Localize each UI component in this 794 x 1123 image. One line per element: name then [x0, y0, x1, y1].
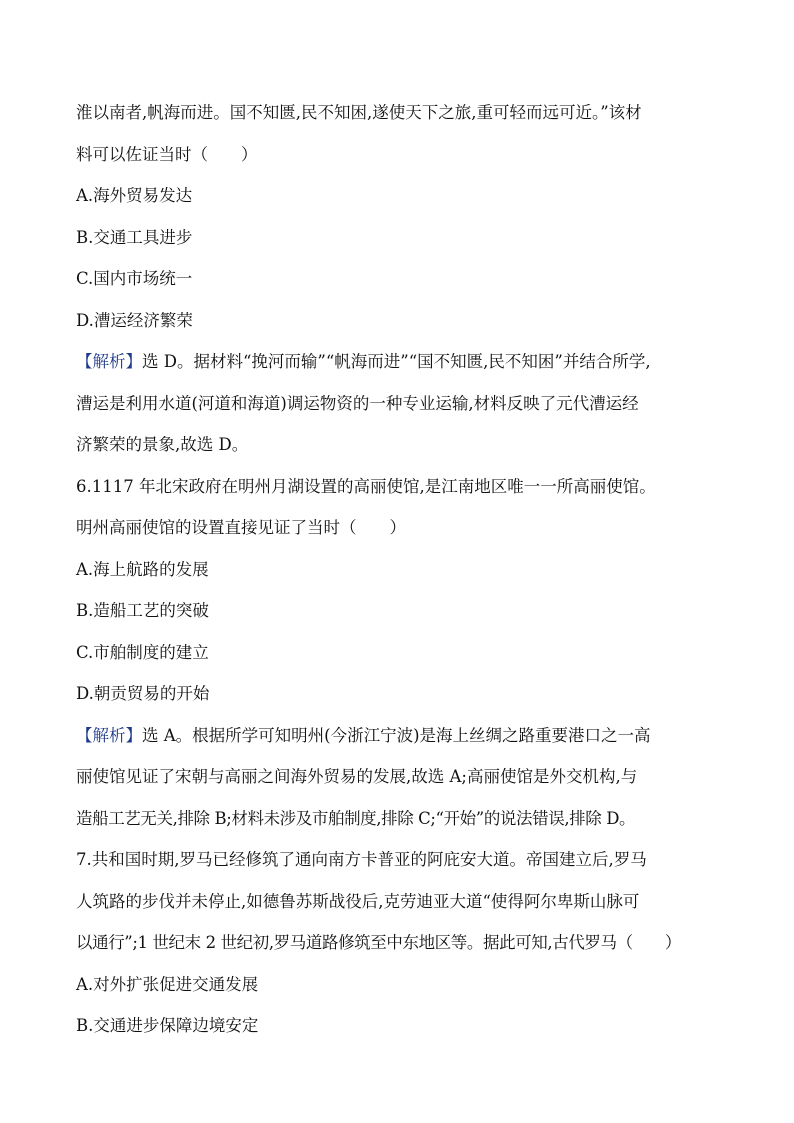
- question-5-stem-line-2: 料可以佐证当时（ ）: [76, 144, 258, 164]
- question-7-option-a: A.对外扩张促进交通发展: [76, 974, 259, 994]
- question-7-stem-line-2: 人筑路的步伐并未停止,如德鲁苏斯战役后,克劳迪亚大道“使得阿尔卑斯山脉可: [76, 891, 640, 911]
- question-6-option-d: D.朝贡贸易的开始: [76, 684, 210, 703]
- question-7-stem-line-1: 7.共和国时期,罗马已经修筑了通向南方卡普亚的阿庇安大道。帝国建立后,罗马: [76, 850, 647, 869]
- question-6-analysis-line-2: 丽使馆见证了宋朝与高丽之间海外贸易的发展,故选 A;高丽使馆是外交机构,与: [76, 767, 638, 786]
- question-5-analysis-line-1: [76, 341, 726, 383]
- analysis-tag: 【解析】: [76, 725, 142, 745]
- question-6-analysis-line-1: [76, 715, 726, 757]
- question-5-option-d: D.漕运经济繁荣: [76, 310, 193, 330]
- question-5: [76, 92, 726, 466]
- analysis-text: 选 A。根据所学可知明州(今浙江宁波)是海上丝绸之路重要港口之一高: [142, 725, 651, 745]
- question-5-analysis-line-2: 漕运是利用水道(河道和海道)调运物资的一种专业运输,材料反映了元代漕运经: [76, 393, 639, 413]
- question-7-option-b: B.交通进步保障边境安定: [76, 1016, 259, 1035]
- question-6-option-b: B.造船工艺的突破: [76, 601, 209, 620]
- question-5-option-b: B.交通工具进步: [76, 227, 193, 247]
- analysis-text: 选 D。据材料“挽河而输”“帆海而进”“国不知匮,民不知困”并结合所学,: [142, 352, 651, 371]
- question-5-option-c: C.国内市场统一: [76, 269, 193, 288]
- question-5-option-a: A.海外贸易发达: [76, 186, 193, 205]
- document-page: [76, 92, 726, 1047]
- question-5-analysis-line-3: 济繁荣的景象,故选 D。: [76, 435, 249, 454]
- question-6-stem-line-1: 6.1117 年北宋政府在明州月湖设置的高丽使馆,是江南地区唯一一所高丽使馆。: [76, 476, 656, 496]
- question-6-option-c: C.市舶制度的建立: [76, 642, 209, 662]
- question-6: [76, 466, 726, 840]
- question-6-stem-line-2: 明州高丽使馆的设置直接见证了当时（ ）: [76, 518, 406, 537]
- question-5-stem-line-1: 淮以南者,帆海而进。国不知匮,民不知困,遂使天下之旅,重可轻而远可近。”该材: [76, 103, 642, 122]
- question-6-option-a: A.海上航路的发展: [76, 559, 209, 579]
- question-7: [76, 839, 726, 1047]
- question-7-stem-line-3: 以通行”;1 世纪末 2 世纪初,罗马道路修筑至中东地区等。据此可知,古代罗马（ ）: [76, 933, 682, 952]
- analysis-tag: 【解析】: [76, 352, 142, 371]
- question-6-analysis-line-3: 造船工艺无关,排除 B;材料未涉及市舶制度,排除 C;“开始”的说法错误,排除 D。: [76, 808, 636, 828]
